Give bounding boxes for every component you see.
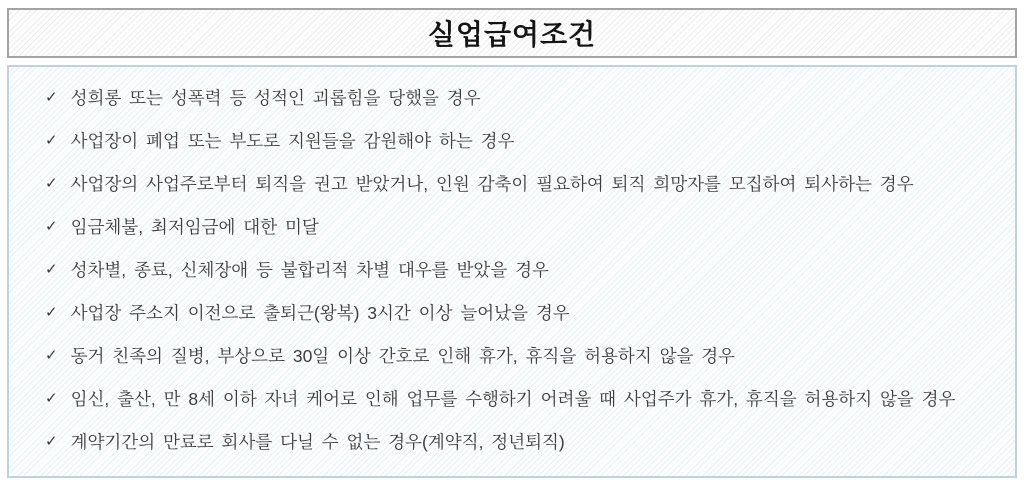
list-item xyxy=(45,248,1001,291)
title-banner xyxy=(7,8,1017,58)
condition-text: 성차별, 종료, 신체장애 등 불합리적 차별 대우를 받았을 경우 xyxy=(70,260,549,280)
condition-text: 임신, 출산, 만 8세 이하 자녀 케어로 인해 업무를 수행하기 어려울 때 사업주가 휴가, 휴직을 허용하지 않을 경우 xyxy=(70,389,956,409)
condition-text: 동거 친족의 질병, 부상으로 30일 이상 간호로 인해 휴가, 휴직을 허용하지 않을 경우 xyxy=(70,346,736,366)
check-icon: ✓ xyxy=(45,347,58,364)
check-icon: ✓ xyxy=(45,218,58,235)
list-item xyxy=(45,420,1001,463)
list-item xyxy=(45,119,1001,162)
conditions-panel xyxy=(7,65,1017,478)
page-title: 실업급여조건 xyxy=(427,19,597,50)
check-icon: ✓ xyxy=(45,89,58,106)
condition-text: 사업장 주소지 이전으로 출퇴근(왕복) 3시간 이상 늘어났을 경우 xyxy=(70,303,570,323)
list-item xyxy=(45,334,1001,377)
list-item xyxy=(45,291,1001,334)
list-item xyxy=(45,377,1001,420)
condition-text: 사업장이 폐업 또는 부도로 지원들을 감원해야 하는 경우 xyxy=(70,131,515,151)
condition-text: 성희롱 또는 성폭력 등 성적인 괴롭힘을 당했을 경우 xyxy=(70,88,481,108)
condition-text: 계약기간의 만료로 회사를 다닐 수 없는 경우(계약직, 정년퇴직) xyxy=(70,432,565,452)
check-icon: ✓ xyxy=(45,433,58,450)
check-icon: ✓ xyxy=(45,261,58,278)
check-icon: ✓ xyxy=(45,132,58,149)
condition-text: 사업장의 사업주로부터 퇴직을 권고 받았거나, 인원 감축이 필요하여 퇴직 희망자를 모집하여 퇴사하는 경우 xyxy=(70,174,914,194)
list-item xyxy=(45,76,1001,119)
list-item xyxy=(45,162,1001,205)
list-item xyxy=(45,205,1001,248)
check-icon: ✓ xyxy=(45,175,58,192)
condition-text: 임금체불, 최저임금에 대한 미달 xyxy=(70,217,319,237)
check-icon: ✓ xyxy=(45,390,58,407)
check-icon: ✓ xyxy=(45,304,58,321)
conditions-list xyxy=(45,76,1001,463)
